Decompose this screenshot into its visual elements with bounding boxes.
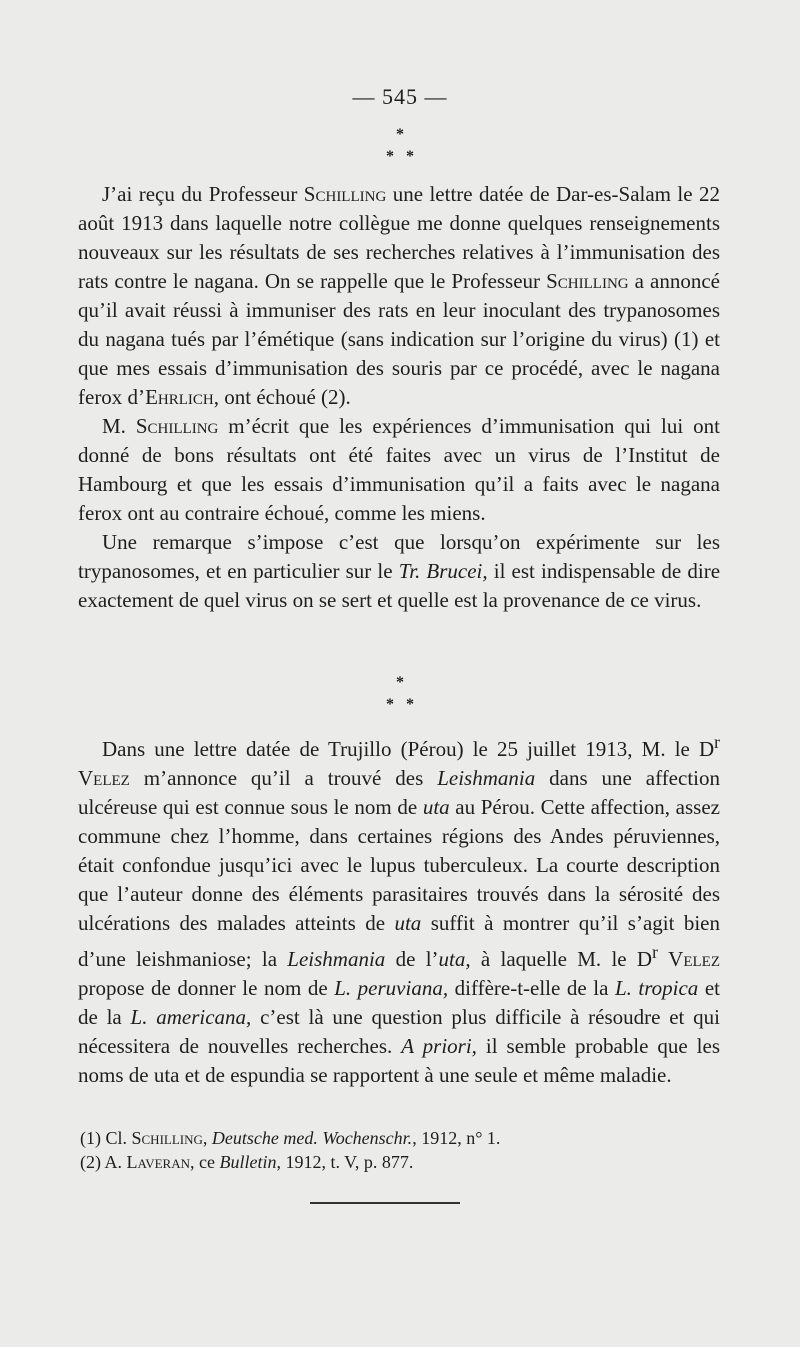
asterisk-top: * [396, 674, 404, 691]
footnotes [80, 1126, 640, 1174]
asterisk-pair [0, 146, 800, 168]
superscript: r [714, 732, 720, 752]
latin-phrase: A priori, [401, 1034, 477, 1058]
text-run: m’écrit que les expériences d’immunisation qui lui ont donné de bons résultats ont été faites avec un virus de l’Institut de Hambourg et que les essais d’immunisation qu’il a faits avec le nagana ferox ont au contraire échoué, comme les miens. [78, 414, 720, 525]
journal-title: Deutsche med. Wochenschr. [211, 1128, 413, 1148]
text-run: , 1912, t. V, p. 877. [276, 1152, 414, 1172]
text-run: (2) A. [80, 1152, 127, 1172]
text-run: dans une affection ulcéreuse qui est connue sous le nom de [78, 766, 720, 819]
text-run: M. [102, 414, 136, 438]
author-name: Velez [668, 947, 720, 971]
text-run: il semble probable que les noms de uta et de espundia se rapportent à une seule et même maladie. [78, 1034, 720, 1087]
text-run: a annoncé qu’il avait réussi à immuniser des rats en leur inoculant des trypanosomes du nagana tués par l’émétique (sans indication sur l’origine du virus) (1) et que mes essais d’immunisation des souris par ce procédé, avec le nagana ferox d’ [78, 269, 720, 409]
species-name: L. americana, [130, 1005, 252, 1029]
author-name: Ehrlich [145, 385, 214, 409]
section-separator-1 [0, 124, 800, 168]
text-run: diffère-t-elle de la [448, 976, 615, 1000]
page-number: — 545 — [352, 84, 448, 109]
text-run: J’ai reçu du Professeur [102, 182, 304, 206]
paragraph-velez-letter [78, 728, 720, 1090]
text-run: au Pérou. Cette affection, assez commune chez l’homme, dans certaines régions des Andes péruviennes, était confondue jusqu’ici avec le lupus tuberculeux. La courte description que l’auteur donne des éléments parasitaires trouvés dans la sérosité des ulcérations des malades atteints de [78, 795, 720, 935]
text-run: , ont échoué (2). [213, 385, 351, 409]
text-run: une lettre datée de Dar-es-Salam le 22 août 1913 dans laquelle notre collègue me donne quelques renseignements nouveaux sur les résultats de ses recherches relatives à l’immunisation des rats contre le nagana. On se rappelle que le Professeur [78, 182, 721, 293]
text-run: , ce [189, 1152, 220, 1172]
disease-name: uta, [438, 947, 471, 971]
section-1 [78, 180, 720, 615]
author-name: Velez [78, 766, 130, 790]
footnote-2 [80, 1150, 640, 1174]
asterisk-left: * [386, 148, 394, 165]
journal-title: Bulletin [219, 1152, 277, 1172]
disease-name: uta [422, 795, 450, 819]
section-2 [78, 728, 720, 1090]
species-name: L. tropica [614, 976, 699, 1000]
author-name: Schilling [303, 182, 387, 206]
text-run: c’est là une question plus difficile à résoudre et qui nécessitera de nouvelles recherches. [78, 1005, 720, 1058]
text-run: et de la [78, 976, 721, 1029]
text-run: suffit à montrer qu’il s’agit bien d’une leishmaniose; la [78, 911, 721, 971]
text-run: propose de donner le nom de [78, 976, 335, 1000]
section-separator-2 [0, 672, 800, 716]
text-run: de l’ [385, 947, 439, 971]
superscript: r [652, 942, 658, 962]
disease-name: uta [394, 911, 422, 935]
text-run: il est indispensable de dire exactement de quel virus on se sert et quelle est la provenance de ce virus. [78, 559, 721, 612]
text-run: Une remarque s’impose c’est que lorsqu’on expérimente sur les trypanosomes, et en particulier sur le [78, 530, 720, 583]
text-run: (1) Cl. [80, 1128, 132, 1148]
text-run [658, 947, 668, 971]
text-run: à laquelle M. le D [470, 947, 653, 971]
footnote-1 [80, 1126, 640, 1150]
text-run: , [202, 1128, 212, 1148]
species-name: L. peruviana, [334, 976, 449, 1000]
asterisk-right: * [406, 148, 414, 165]
paragraph-schilling-results [78, 412, 720, 528]
text-run: , 1912, n° 1. [412, 1128, 501, 1148]
species-name: Tr. Brucei, [398, 559, 488, 583]
asterisk-pair [0, 694, 800, 716]
paragraph-schilling-letter [78, 180, 720, 412]
author-name: Laveran [126, 1152, 190, 1172]
closing-rule [310, 1202, 460, 1204]
author-name: Schilling [131, 1128, 203, 1148]
species-name: Leishmania [287, 947, 386, 971]
author-name: Schilling [546, 269, 629, 293]
asterisk-top: * [396, 126, 404, 143]
text-run: m’annonce qu’il a trouvé des [129, 766, 438, 790]
asterisk-left: * [386, 696, 394, 713]
author-name: Schilling [135, 414, 219, 438]
paragraph-remark [78, 528, 720, 615]
asterisk-right: * [406, 696, 414, 713]
species-name: Leishmania [437, 766, 536, 790]
text-run: Dans une lettre datée de Trujillo (Pérou) le 25 juillet 1913, M. le D [102, 737, 715, 761]
